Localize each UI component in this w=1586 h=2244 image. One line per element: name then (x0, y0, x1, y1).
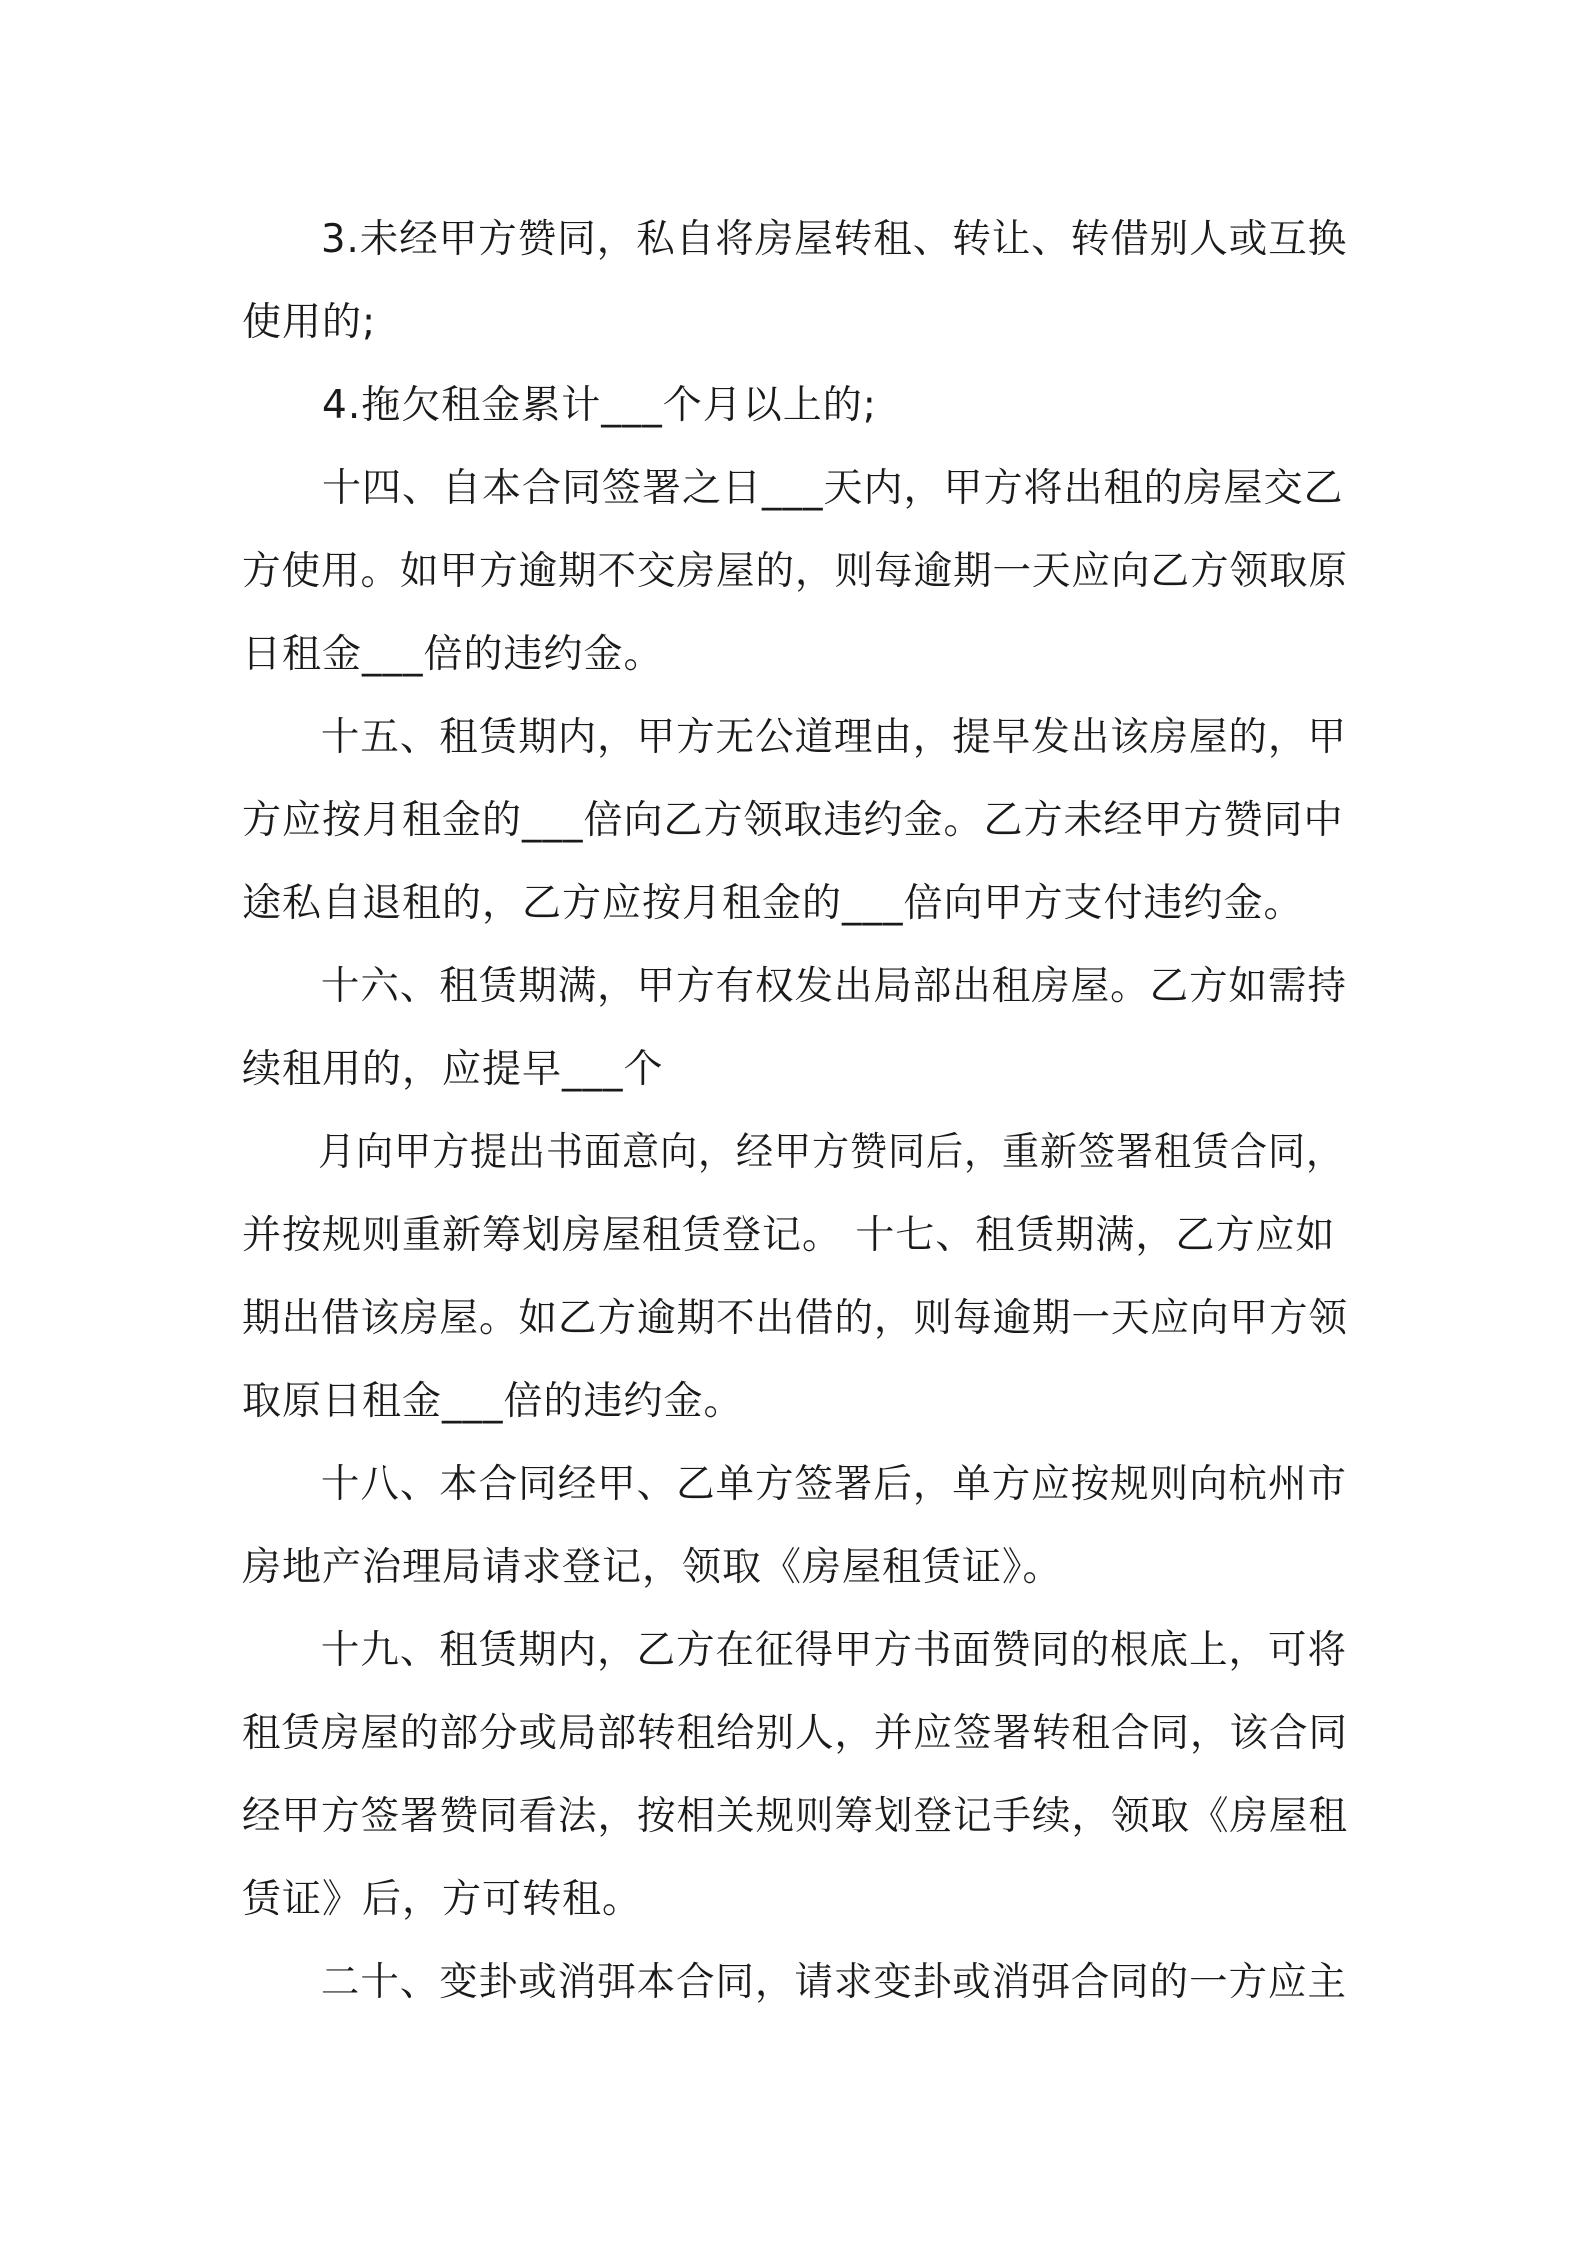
text-line: 十九、租赁期内，乙方在征得甲方书面赞同的根底上，可将 (320, 1628, 1347, 1673)
text-line: 使用的; (242, 300, 377, 345)
text-line: 赁证》后，方可转租。 (242, 1877, 643, 1922)
text-line: 十六、租赁期满，甲方有权发出局部出租房屋。乙方如需持 (320, 964, 1347, 1009)
text-line: 3.未经甲方赞同，私自将房屋转租、转让、转借别人或互换 (320, 217, 1348, 262)
text-line: 途私自退租的，乙方应按月租金的___倍向甲方支付违约金。 (242, 881, 1304, 926)
text-line: 日租金___倍的违约金。 (242, 632, 664, 677)
text-line: 十四、自本合同签署之日___天内，甲方将出租的房屋交乙 (322, 466, 1344, 511)
text-line: 租赁房屋的部分或局部转租给别人，并应签署转租合同，该合同 (242, 1711, 1349, 1756)
text-line: 月向甲方提出书面意向，经甲方赞同后，重新签署租赁合同， (318, 1130, 1345, 1175)
text-line: 取原日租金___倍的违约金。 (242, 1379, 744, 1424)
text-line: 二十、变卦或消弭本合同，请求变卦或消弭合同的一方应主 (320, 1960, 1347, 2005)
text-line: 方使用。如甲方逾期不交房屋的，则每逾期一天应向乙方领取原 (242, 549, 1349, 594)
text-line: 期出借该房屋。如乙方逾期不出借的，则每逾期一天应向甲方领 (242, 1296, 1349, 1341)
text-line: 并按规则重新筹划房屋租赁登记。 十七、租赁期满，乙方应如 (242, 1213, 1336, 1258)
text-line: 十五、租赁期内，甲方无公道理由，提早发出该房屋的，甲 (320, 715, 1347, 760)
text-line: 续租用的，应提早___个 (242, 1047, 664, 1092)
text-line: 十八、本合同经甲、乙单方签署后，单方应按规则向杭州市 (320, 1462, 1347, 1507)
text-line: 方应按月租金的___倍向乙方领取违约金。乙方未经甲方赞同中 (242, 798, 1344, 843)
text-line: 经甲方签署赞同看法，按相关规则筹划登记手续，领取《房屋租 (242, 1794, 1349, 1839)
text-line: 4.拖欠租金累计___个月以上的; (322, 383, 877, 428)
contract-text (242, 198, 1348, 2024)
text-line: 房地产治理局请求登记，领取《房屋租赁证》。 (242, 1545, 1063, 1590)
